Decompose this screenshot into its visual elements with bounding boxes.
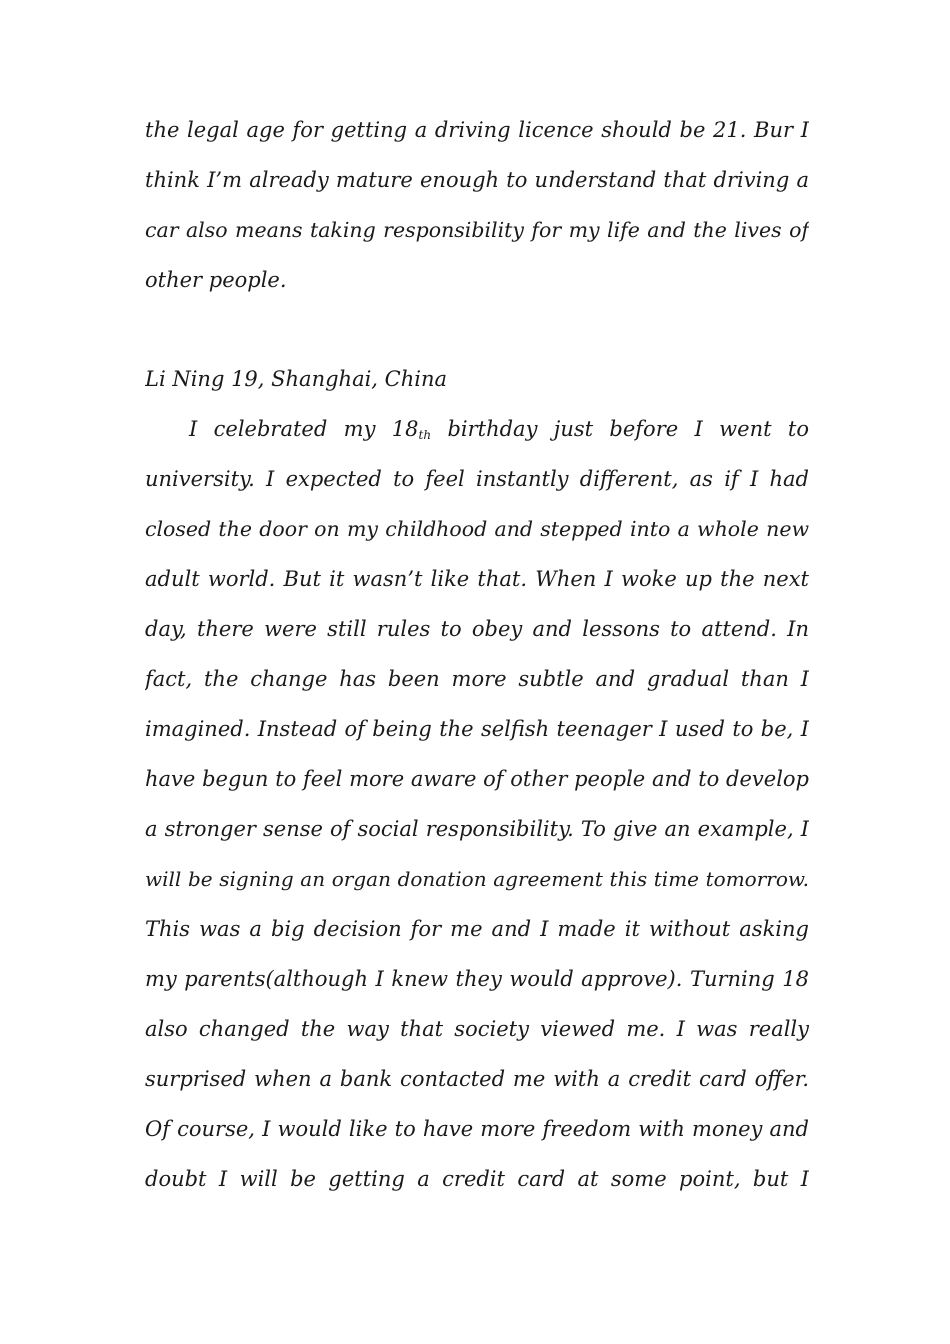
paragraph-line: doubt I will be getting a credit card at some point, but I <box>145 1167 809 1191</box>
paragraph-line: also changed the way that society viewed me. I was really <box>145 1017 809 1041</box>
paragraph-line: imagined. Instead of being the selfish teenager I used to be, I <box>145 717 809 741</box>
author-heading: Li Ning 19, Shanghai, China <box>145 367 448 391</box>
paragraph-line: university. I expected to feel instantly different, as if I had <box>145 467 809 491</box>
paragraph-line: day, there were still rules to obey and lessons to attend. In <box>145 617 809 641</box>
paragraph-line: my parents(although I knew they would approve). Turning 18 <box>145 967 809 991</box>
paragraph-line: adult world. But it wasn’t like that. When I woke up the next <box>145 567 809 591</box>
paragraph-line: have begun to feel more aware of other people and to develop <box>145 767 809 791</box>
paragraph-line: will be signing an organ donation agreement this time tomorrow. <box>145 867 809 891</box>
paragraph-line: Of course, I would like to have more freedom with money and <box>145 1117 809 1141</box>
first-line-end: birthday just before I went to <box>431 417 809 441</box>
paragraph-line: other people. <box>145 268 287 292</box>
ordinal-suffix: th <box>418 428 432 442</box>
paragraph-line: fact, the change has been more subtle and gradual than I <box>145 667 809 691</box>
main-paragraph <box>145 404 809 1204</box>
paragraph-first-line <box>145 404 809 454</box>
paragraph-line: car also means taking responsibility for my life and the lives of <box>145 218 809 242</box>
paragraph-line: a stronger sense of social responsibility. To give an example, I <box>145 817 809 841</box>
paragraph-line: the legal age for getting a driving licence should be 21. Bur I <box>145 118 809 142</box>
paragraph-line: surprised when a bank contacted me with a credit card offer. <box>145 1067 809 1091</box>
continued-paragraph <box>145 105 809 305</box>
paragraph-line: This was a big decision for me and I made it without asking <box>145 917 809 941</box>
paragraph-line: closed the door on my childhood and stepped into a whole new <box>145 517 809 541</box>
author-heading-block <box>145 354 809 404</box>
first-line-start: I celebrated my 18 <box>189 417 419 441</box>
paragraph-line: think I’m already mature enough to understand that driving a <box>145 168 809 192</box>
